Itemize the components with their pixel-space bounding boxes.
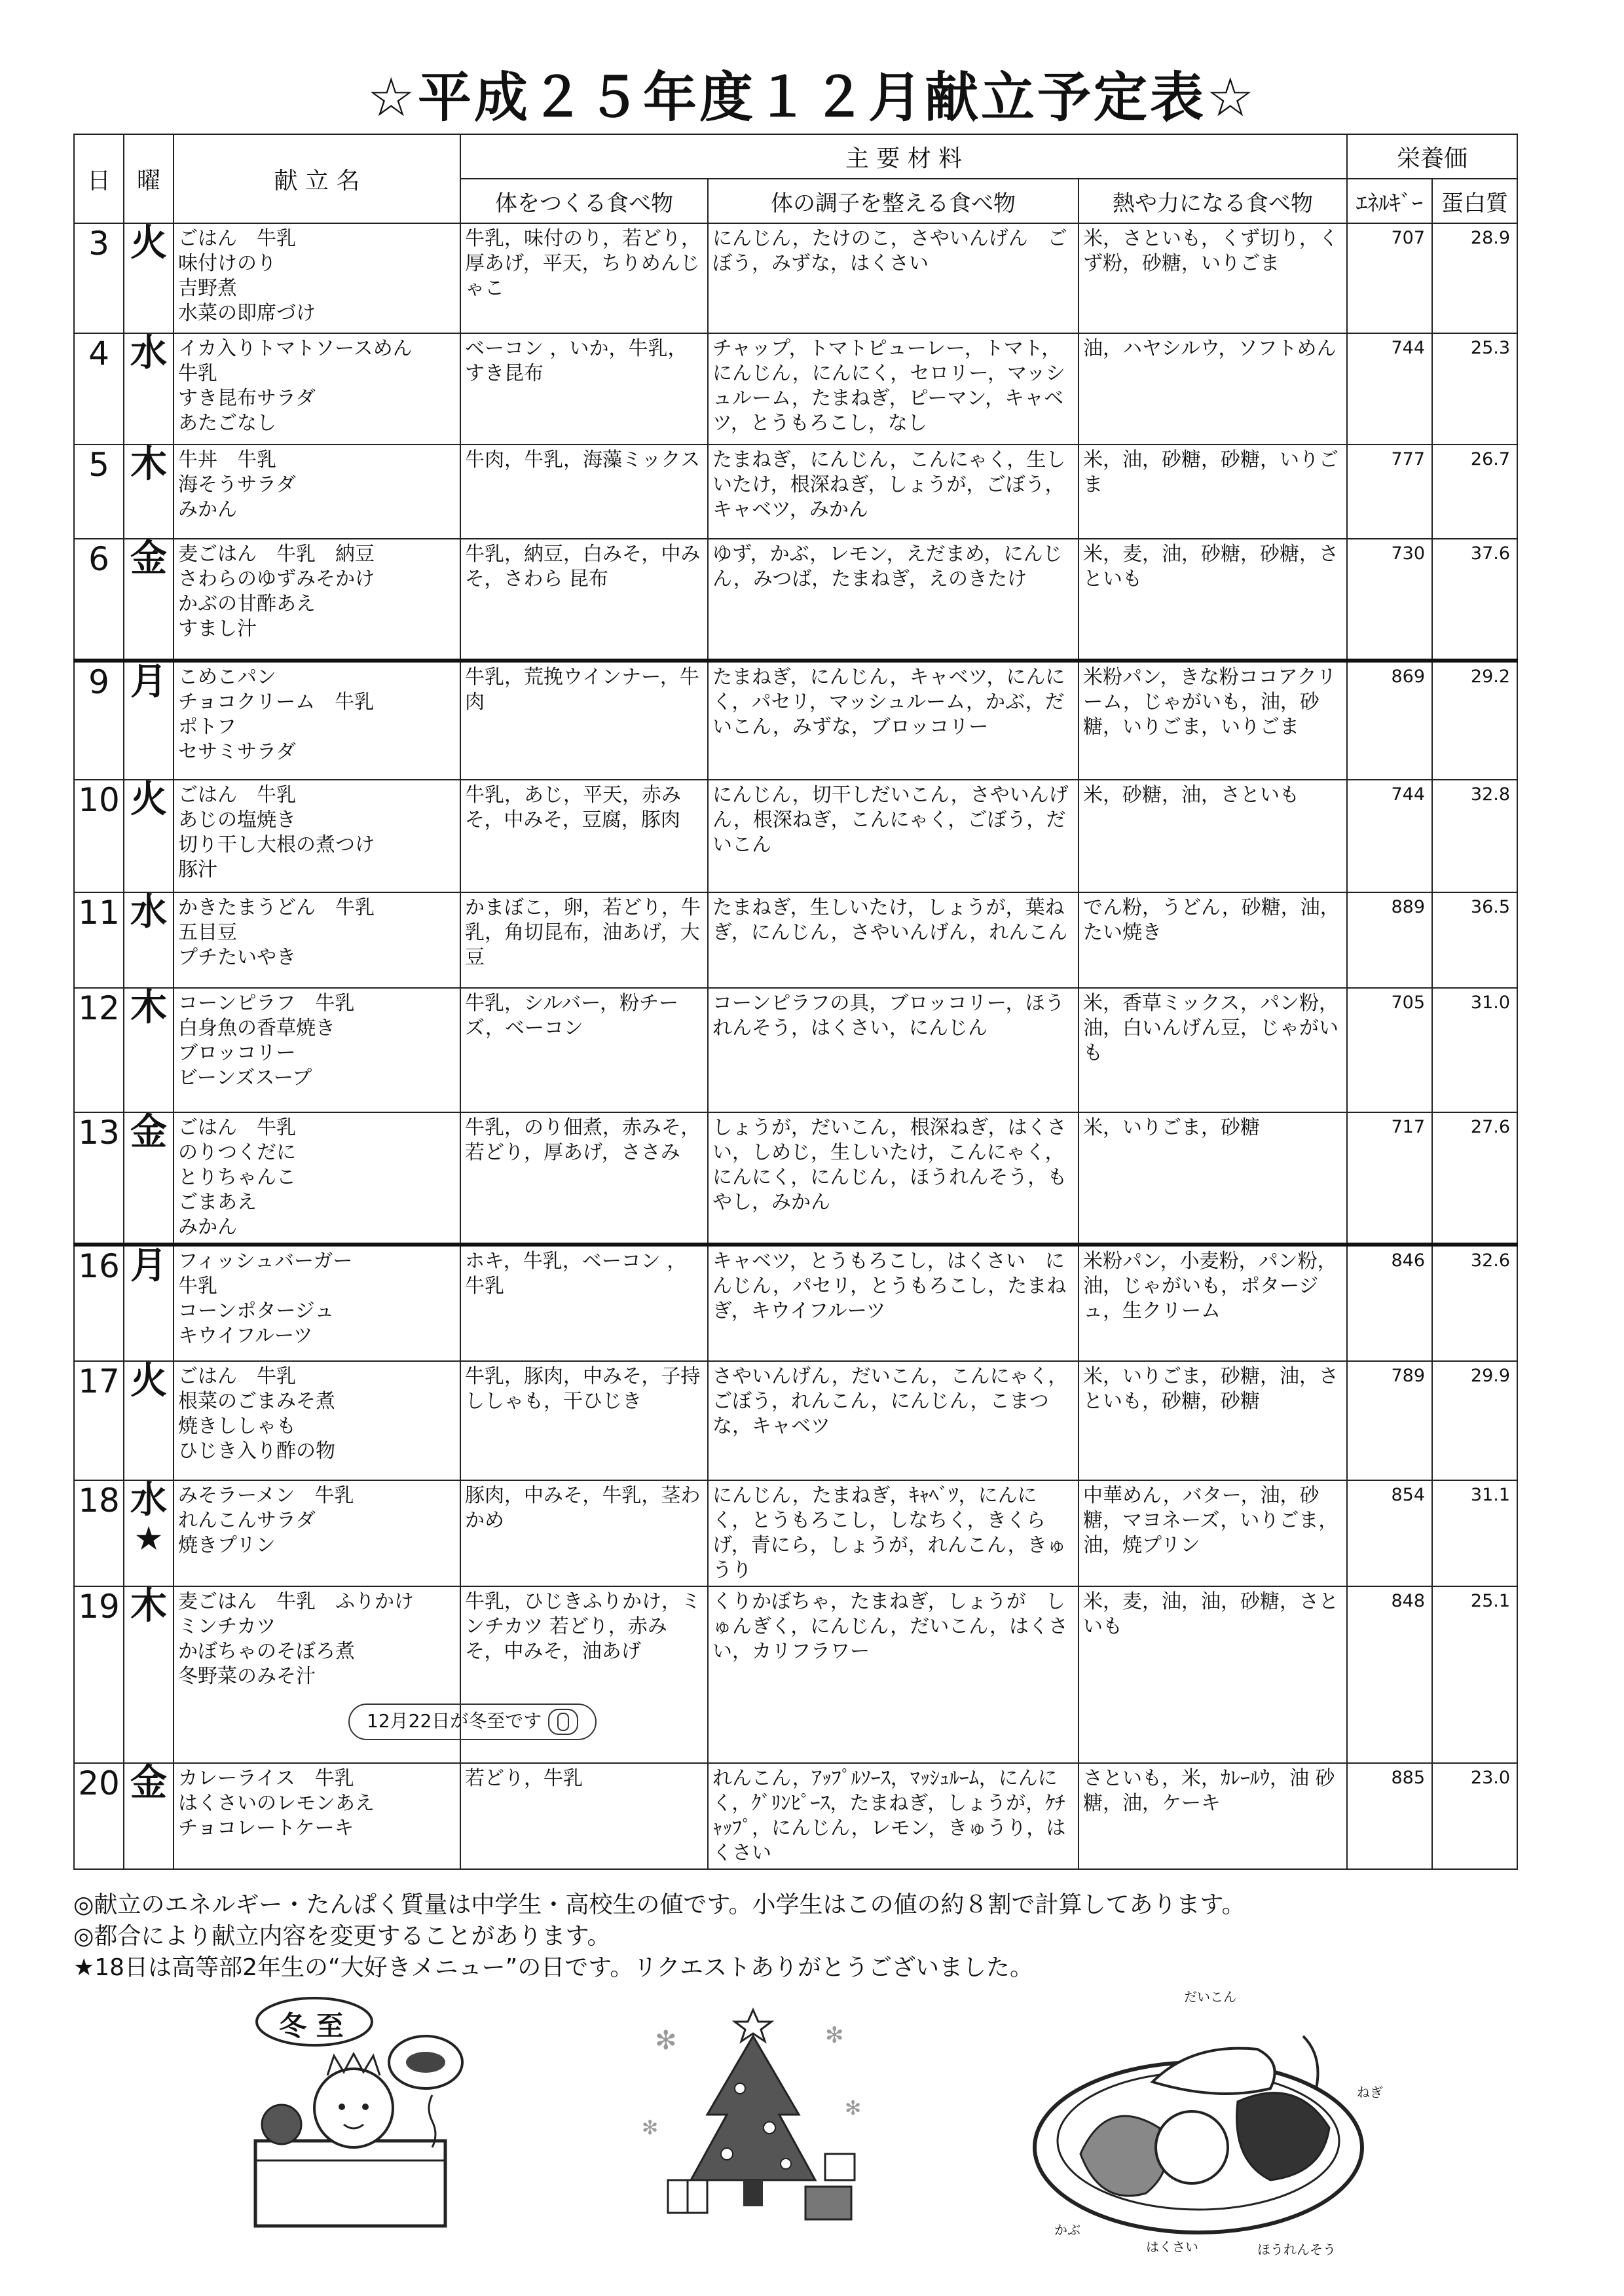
body-building-cell: 牛乳，ひじきふりかけ，ミンチカツ 若どり，赤みそ，中みそ，油あげ [460,1586,708,1763]
toji-label: 冬 至 [279,2010,344,2042]
dish-name: 吉野煮 [178,277,237,300]
menu-row [74,988,1517,1112]
protein-cell: 32.6 [1432,1245,1517,1361]
energy-cell: 848 [1347,1586,1432,1763]
protein-cell: 23.0 [1432,1763,1517,1869]
notes [73,1889,1553,1984]
page-title: ☆平成２５年度１２月献立予定表☆ [367,67,1257,129]
day-cell: 18 [74,1480,124,1586]
svg-text:✻: ✻ [655,2026,677,2056]
day-cell: 10 [74,780,124,892]
menu-row [74,661,1517,780]
dish-name: こめこパン [178,666,276,689]
veg-label-kabu: かぶ [1054,2222,1080,2238]
header-body-building: 体をつくる食べ物 [460,179,708,223]
dow-text: 金 [130,1762,167,1804]
dish-name: ごはん 牛乳 [178,227,296,250]
menu-row [74,223,1517,333]
day-cell: 16 [74,1245,124,1361]
dow-text: 火 [130,778,167,821]
menu-row [74,1480,1517,1586]
energy-food-cell: でん粉，うどん，砂糖，油，たい焼き [1079,892,1347,988]
energy-food-cell: 中華めん，バター，油，砂糖，マヨネーズ，いりごま，油，焼プリン [1079,1480,1347,1586]
vegetables-basket-icon [1022,1984,1388,2259]
protein-cell: 27.6 [1432,1112,1517,1245]
energy-cell: 717 [1347,1112,1432,1245]
note-line: ◎献立のエネルギー・たんぱく質量は中学生・高校生の値です。小学生はこの値の約８割で計算してあります。 [73,1891,1246,1918]
dow-text: 火 [130,222,167,264]
dow-cell [124,1245,174,1361]
body-building-cell: 牛乳，荒挽ウインナー，牛肉 [460,661,708,780]
dish-name: キウイフルーツ [178,1324,313,1347]
protein-cell: 29.2 [1432,661,1517,780]
christmas-illustration [629,2003,877,2239]
energy-food-cell: 油，ハヤシルウ，ソフトめん [1079,333,1347,445]
dish-name: イカ入りトマトソースめん [178,337,413,360]
dish-name: すまし汁 [178,617,257,640]
body-building-cell: ホキ，牛乳，ベーコン ，牛乳 [460,1245,708,1361]
day-cell: 11 [74,892,124,988]
protein-cell: 31.0 [1432,988,1517,1112]
dish-name: ひじき入り酢の物 [178,1440,335,1463]
dow-cell [124,1763,174,1869]
menu-name-cell [174,333,460,445]
energy-cell: 846 [1347,1245,1432,1361]
veg-label-negi: ねぎ [1357,2085,1383,2100]
dish-name: かぼちゃのそぼろ煮 [178,1640,355,1663]
menu-body [74,223,1517,1869]
dow-cell [124,333,174,445]
menu-name-cell [174,1112,460,1245]
header-energy-food: 熱や力になる食べ物 [1079,179,1347,223]
dish-name: みかん [178,1216,237,1239]
protein-cell: 32.8 [1432,780,1517,892]
header-menu-name: 献 立 名 [174,134,460,223]
header-body-regulating: 体の調子を整える食べ物 [708,179,1079,223]
header-dow: 曜 [124,134,174,223]
energy-cell: 730 [1347,539,1432,661]
menu-row [74,780,1517,892]
day-cell: 19 [74,1586,124,1763]
dish-name: ビーンズスープ [178,1066,312,1089]
dow-text: 月 [130,1245,167,1287]
toji-bath-icon [236,1990,485,2239]
protein-cell: 31.1 [1432,1480,1517,1586]
body-regulating-cell: にんじん，たまねぎ，ｷｬﾍﾞﾂ，にんにく，とうもろこし，しなちく，きくらげ，青にら，しょうが，れんこん，きゅうり [708,1480,1079,1586]
dish-name: れんこんサラダ [178,1509,316,1532]
energy-food-cell: 米，さといも，くず切り，くず粉，砂糖，いりごま [1079,223,1347,333]
protein-cell: 25.3 [1432,333,1517,445]
dow-cell [124,1480,174,1586]
body-regulating-cell: しょうが，だいこん，根深ねぎ，はくさい，しめじ，生しいたけ，こんにゃく，にんにく，にんじん，ほうれんそう，もやし，みかん [708,1112,1079,1245]
day-cell: 6 [74,539,124,661]
header-main-ingredients: 主 要 材 料 [460,134,1347,179]
dish-name: あたごなし [178,412,276,435]
body-regulating-cell: チャップ，トマトピューレー，トマト，にんじん，にんにく，セロリー，マッシュルーム，たまねぎ，ピーマン，キャベツ，とうもろこし，なし [708,333,1079,445]
day-cell: 3 [74,223,124,333]
svg-text:✻: ✻ [845,2097,862,2120]
dish-name: 焼きプリン [178,1534,276,1557]
body-building-cell: 豚肉，中みそ，牛乳，茎わかめ [460,1480,708,1586]
day-cell: 4 [74,333,124,445]
dow-cell [124,661,174,780]
dish-name: かぶの甘酢あえ [178,592,316,615]
energy-cell: 705 [1347,988,1432,1112]
dish-name: みかん [178,498,237,521]
dow-text: 火 [130,1360,167,1402]
menu-name-cell [174,661,460,780]
dish-name: あじの塩焼き [178,809,296,831]
protein-cell: 25.1 [1432,1586,1517,1763]
menu-name-cell [174,1361,460,1480]
dish-name: さわらのゆずみそかけ [178,568,375,591]
dow-cell [124,1361,174,1480]
dish-name: 牛乳 [178,1275,217,1298]
menu-row [74,1112,1517,1245]
day-cell: 20 [74,1763,124,1869]
dish-name: ごまあえ [178,1191,257,1214]
dish-name: ごはん 牛乳 [178,784,296,807]
energy-cell: 777 [1347,445,1432,539]
dish-name: 根菜のごまみそ煮 [178,1390,335,1413]
energy-food-cell: 米，いりごま，砂糖 [1079,1112,1347,1245]
energy-cell: 869 [1347,661,1432,780]
body-building-cell: 牛乳，あじ，平天，赤みそ，中みそ，豆腐，豚肉 [460,780,708,892]
energy-food-cell: 米，いりごま，砂糖，油，さといも，砂糖，砂糖 [1079,1361,1347,1480]
menu-row [74,1245,1517,1361]
christmas-tree-icon [629,2003,877,2239]
energy-cell: 707 [1347,223,1432,333]
header-day: 日 [74,134,124,223]
body-regulating-cell: さやいんげん，だいこん，こんにゃく，ごぼう，れんこん，にんじん，こまつな，キャベツ [708,1361,1079,1480]
dow-text: 金 [130,538,167,580]
note-line: ◎都合により献立内容を変更することがあります。 [73,1923,611,1950]
dish-name: 麦ごはん 牛乳 ふりかけ [178,1590,414,1613]
energy-food-cell: 米，香草ミックス，パン粉，油，白いんげん豆，じゃがいも [1079,988,1347,1112]
dish-name: 五目豆 [178,921,237,944]
header-nutrition: 栄養価 [1347,134,1517,179]
menu-row [74,892,1517,988]
protein-cell: 29.9 [1432,1361,1517,1480]
day-cell: 5 [74,445,124,539]
dish-name: セサミサラダ [178,740,296,763]
dow-cell [124,988,174,1112]
body-regulating-cell: コーンピラフの具，ブロッコリー，ほうれんそう，はくさい，にんじん [708,988,1079,1112]
menu-name-cell [174,539,460,661]
dish-name: ミンチカツ [178,1615,276,1638]
veg-label-hakusai: はくさい [1146,2239,1198,2255]
energy-food-cell: 米粉パン，きな粉ココアクリーム，じゃがいも，油，砂糖，いりごま，いりごま [1079,661,1347,780]
menu-row [74,333,1517,445]
energy-cell: 789 [1347,1361,1432,1480]
dish-name: ブロッコリー [178,1042,296,1065]
pumpkin-icon [548,1709,578,1735]
body-building-cell: 牛乳，シルバー，粉チーズ，ベーコン [460,988,708,1112]
veg-label-horenso: ほうれんそう [1257,2242,1336,2257]
dish-name: 牛乳 [178,362,217,385]
body-building-cell: 牛乳，のり佃煮，赤みそ，若どり，厚あげ，ささみ [460,1112,708,1245]
dow-text: 木 [130,987,167,1029]
dish-name: 味付けのり [178,252,276,275]
energy-food-cell: 米，麦，油，油，砂糖，さといも [1079,1586,1347,1763]
menu-name-cell [174,1763,460,1869]
day-cell: 13 [74,1112,124,1245]
dish-name: チョコレートケーキ [178,1817,354,1840]
menu-name-cell [174,223,460,333]
day-cell: 12 [74,988,124,1112]
body-regulating-cell: たまねぎ，にんじん，こんにゃく，生しいたけ，根深ねぎ，しょうが，ごぼう，キャベツ，みかん [708,445,1079,539]
protein-cell: 28.9 [1432,223,1517,333]
dow-cell [124,223,174,333]
dish-name: 海そうサラダ [178,473,296,496]
energy-cell: 885 [1347,1763,1432,1869]
menu-name-cell [174,988,460,1112]
body-regulating-cell: ゆず，かぶ，レモン，えだまめ，にんじん，みつば，たまねぎ，えのきたけ [708,539,1079,661]
toji-illustration [236,1990,485,2239]
energy-cell: 744 [1347,333,1432,445]
dish-name: カレーライス 牛乳 [178,1767,354,1790]
dow-text: 水 [130,1479,167,1522]
note-line: ★18日は高等部2年生の“大好きメニュー”の日です。リクエストありがとうございました。 [73,1954,1033,1981]
dow-text: 金 [130,1111,167,1154]
svg-text:✻: ✻ [642,2117,659,2140]
body-regulating-cell: れんこん，ｱｯﾌﾟﾙｿｰｽ，ﾏｯｼｭﾙｰﾑ，にんにく，ｸﾞﾘﾝﾋﾟｰｽ，たまねぎ，しょうが，ｹﾁｬｯﾌﾟ，にんじん，レモン，きゅうり，はくさい [708,1763,1079,1869]
menu-name-cell [174,1480,460,1586]
dish-name: チョコクリーム 牛乳 [178,691,375,714]
energy-food-cell: 米粉パン，小麦粉，パン粉，油，じゃがいも，ポタージュ，生クリーム [1079,1245,1347,1361]
dish-name: 焼きししゃも [178,1415,296,1438]
dish-name: はくさいのレモンあえ [178,1792,375,1815]
toji-note-text: 12月22日が冬至です [367,1710,542,1732]
body-building-cell: 牛乳，味付のり，若どり，厚あげ，平天，ちりめんじゃこ [460,223,708,333]
dow-text: 水 [130,332,167,374]
body-building-cell: 牛肉，牛乳，海藻ミックス [460,445,708,539]
body-regulating-cell: キャベツ，とうもろこし，はくさい にんじん，パセリ，とうもろこし，たまねぎ，キウイフルーツ [708,1245,1079,1361]
dish-name: ごはん 牛乳 [178,1116,296,1139]
dish-name: ポトフ [178,716,237,738]
dish-name: フィッシュバーガー [178,1250,353,1273]
veg-label-daikon: だいこん [1184,1989,1236,2005]
body-building-cell: 牛乳，納豆，白みそ，中みそ，さわら 昆布 [460,539,708,661]
energy-food-cell: 米，油，砂糖，砂糖，いりごま [1079,445,1347,539]
dish-name: みそラーメン 牛乳 [178,1484,354,1507]
body-regulating-cell: たまねぎ，にんじん，キャベツ，にんにく，パセリ，マッシュルーム，かぶ，だいこん，みずな，ブロッコリー [708,661,1079,780]
dish-name: プチたいやき [178,946,296,969]
dish-name: 白身魚の香草焼き [178,1017,335,1040]
vegetables-illustration [1022,1984,1388,2259]
dish-name: 牛丼 牛乳 [178,448,276,471]
dow-text: 月 [130,661,167,703]
day-cell: 17 [74,1361,124,1480]
protein-cell: 26.7 [1432,445,1517,539]
dow-cell [124,1586,174,1763]
dish-name: 豚汁 [178,858,217,881]
menu-name-cell [174,1586,542,1763]
menu-row [74,445,1517,539]
header-protein: 蛋白質 [1432,179,1517,223]
menu-name-cell [174,780,460,892]
dish-name: 切り干し大根の煮つけ [178,833,375,856]
body-regulating-cell: にんじん，切干しだいこん，さやいんげん，根深ねぎ，こんにゃく，ごぼう，だいこん [708,780,1079,892]
dish-name: 麦ごはん 牛乳 納豆 [178,543,375,566]
dish-name: かきたまうどん 牛乳 [178,896,375,919]
menu-row [74,1361,1517,1480]
menu-row [74,539,1517,661]
energy-food-cell: 米，砂糖，油，さといも [1079,780,1347,892]
dish-name: とりちゃんこ [178,1166,296,1189]
energy-cell: 889 [1347,892,1432,988]
dish-name: すき昆布サラダ [178,387,316,410]
menu-table [73,134,1518,1870]
menu-name-cell [174,1245,460,1361]
dish-name: コーンポタージュ [178,1300,335,1322]
body-building-cell: かまぼこ，卵，若どり，牛乳，角切昆布，油あげ，大豆 [460,892,708,988]
day-cell: 9 [74,661,124,780]
dow-text: 水 [130,891,167,934]
protein-cell: 37.6 [1432,539,1517,661]
dish-name: コーンピラフ 牛乳 [178,992,355,1015]
dow-cell [124,539,174,661]
menu-name-cell [174,445,460,539]
dow-cell [124,892,174,988]
body-regulating-cell: たまねぎ，生しいたけ，しょうが，葉ねぎ，にんじん，さやいんげん，れんこん [708,892,1079,988]
dish-name: のりつくだに [178,1141,296,1164]
body-regulating-cell: くりかぼちゃ，たまねぎ，しょうが しゅんぎく，にんじん，だいこん，はくさい，カリフラワー [708,1586,1079,1763]
dow-text: 木 [130,1585,167,1628]
body-building-cell: 牛乳，豚肉，中みそ，子持ししゃも，干ひじき [460,1361,708,1480]
dish-name: ごはん 牛乳 [178,1365,296,1388]
body-regulating-cell: にんじん，たけのこ，さやいんげん ごぼう，みずな，はくさい [708,223,1079,333]
favorite-menu-star-icon: ★ [134,1520,164,1558]
protein-cell: 36.5 [1432,892,1517,988]
energy-food-cell: 米，麦，油，砂糖，砂糖，さといも [1079,539,1347,661]
body-building-cell: 若どり，牛乳 [460,1763,708,1869]
menu-row [74,1586,1517,1763]
dow-cell [124,445,174,539]
svg-text:✻: ✻ [825,2022,844,2049]
energy-food-cell: さといも，米，ｶﾚｰﾙｳ，油 砂糖，油，ケーキ [1079,1763,1347,1869]
menu-row [74,1763,1517,1869]
dow-text: 木 [130,443,167,486]
dish-name: 水菜の即席づけ [178,302,316,325]
menu-name-cell [174,892,460,988]
dish-name: 冬野菜のみそ汁 [178,1665,316,1688]
body-building-cell: ベーコン ，いか，牛乳，すき昆布 [460,333,708,445]
dow-cell [124,1112,174,1245]
toji-note [348,1704,597,1740]
dow-cell [124,780,174,892]
energy-cell: 854 [1347,1480,1432,1586]
energy-cell: 744 [1347,780,1432,892]
header-energy: ｴﾈﾙｷﾞｰ [1347,179,1432,223]
